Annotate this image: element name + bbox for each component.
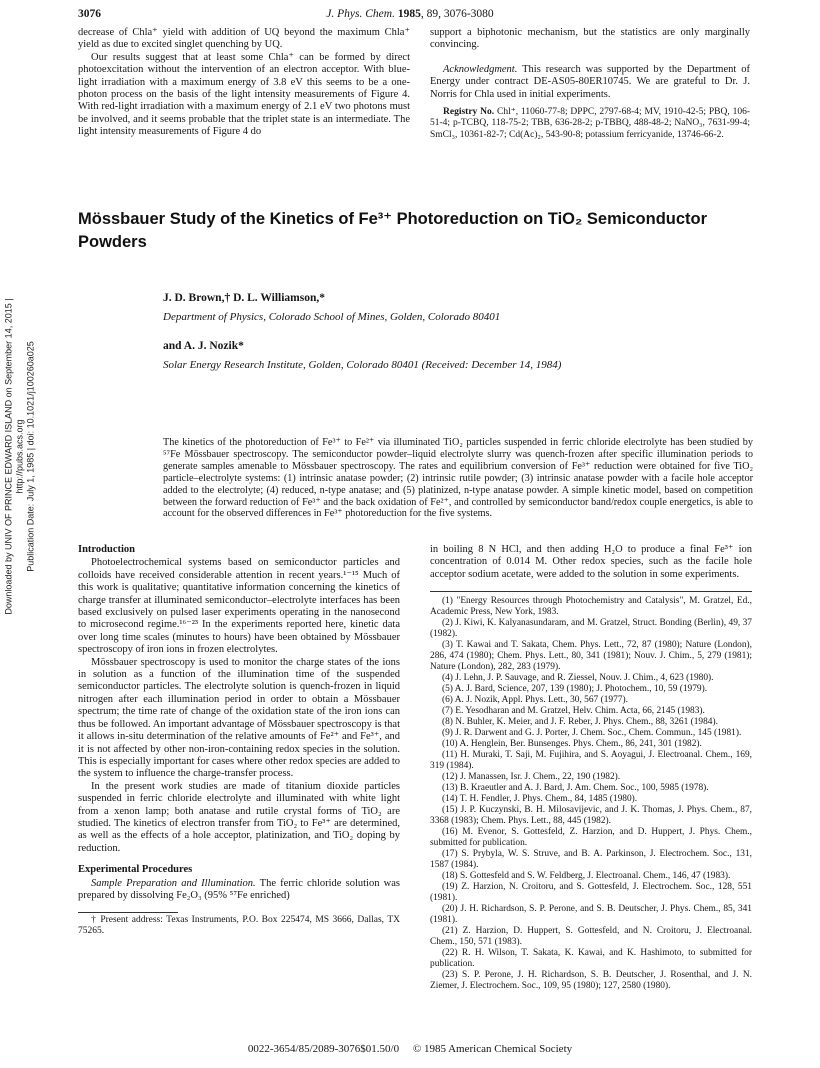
reference-item: (16) M. Evenor, S. Gottesfeld, Z. Harzion, and D. Huppert, J. Phys. Chem., submitted for publication. xyxy=(430,827,752,849)
reference-item: (21) Z. Harzion, D. Huppert, S. Gottesfeld, and N. Croitoru, J. Electroanal. Chem., 150, 571 (1983). xyxy=(430,926,752,948)
article-code: 0022-3654/85/2089-3076$01.50/0 xyxy=(247,1043,400,1055)
main-left-column xyxy=(78,544,400,937)
authors-line-1: J. D. Brown,† D. L. Williamson,* xyxy=(163,292,325,304)
copyright: © 1985 American Chemical Society xyxy=(412,1043,573,1055)
main-right-column xyxy=(430,544,752,992)
download-watermark-line2: Publication Date: July 1, 1985 | doi: 10.1021/j100260a025 xyxy=(25,341,36,572)
reference-item: (6) A. J. Nozik, Appl. Phys. Lett., 30, 567 (1977). xyxy=(442,695,628,706)
registry-numbers xyxy=(430,107,750,141)
acknowledgment-text: This research was supported by the Department of Energy under contract DE-AS05-80ER10745. We are grateful to Dr. J. Norris for Chla used in initial experiments. xyxy=(430,63,750,100)
introduction-heading: Introduction xyxy=(78,544,135,555)
footnote-rule xyxy=(78,912,178,913)
reference-item: (19) Z. Harzion, N. Croitoru, and S. Gottesfeld, J. Electrochem. Soc., 128, 551 (1981). xyxy=(430,882,752,904)
reference-item: (12) J. Manassen, Isr. J. Chem., 22, 190 (1982). xyxy=(442,772,621,783)
experimental-subheading: Sample Preparation and Illumination. xyxy=(91,877,256,889)
article-title: Mössbauer Study of the Kinetics of Fe³⁺ Photoreduction on TiO₂ Semiconductor Powders xyxy=(78,210,708,251)
prev-article-continuation: support a biphotonic mechanism, but the statistics are only marginally convincing. xyxy=(430,27,750,51)
experimental-paragraph xyxy=(78,878,400,903)
reference-item: (1) "Energy Resources through Photochemistry and Catalysis", M. Gratzel, Ed., Academic Press, New York, 1983. xyxy=(430,596,752,618)
reference-item: (23) S. P. Perone, J. H. Richardson, S. B. Deutscher, J. Rosenthal, and J. N. Ziemer, J. Electrochem. Soc., 109, 95 (1980); 127, 2580 (1980). xyxy=(430,970,752,992)
reference-item: (18) S. Gottesfeld and S. W. Feldberg, J. Electroanal. Chem., 146, 47 (1983). xyxy=(442,871,731,882)
introduction-paragraph: Photoelectrochemical systems based on semiconductor particles and colloids have received considerable attention in recent years.¹⁻¹⁵ Much of this work is qualitative; quantitative information concerning the kinetics of charge transfer at illuminated semiconductor–electrolyte interfaces has been based exclusively on pulsed laser experiments operating in the nanosecond to microsecond regime.¹⁶⁻²³ In the experiments reported here, kinetic data over long time scales (minutes to hours) have been obtained by Mössbauer spectroscopy of iron ions in frozen electrolytes. xyxy=(78,557,400,656)
reference-item: (17) S. Prybyla, W. S. Struve, and B. A. Parkinson, J. Electrochem. Soc., 131, 1587 (1984). xyxy=(430,849,752,871)
introduction-paragraph: Mössbauer spectroscopy is used to monitor the charge states of the ions in solution as a function of the illumination time of the suspended semiconductor particles. The electrolyte solution is quench-frozen in liquid nitrogen after each illumination period in order to obtain a Mössbauer spectrum; the time rate of change of the oxidation state of the iron ions can thus be followed. An important advantage of Mössbauer spectroscopy is that it allows in-situ determination of the relative amounts of Fe²⁺ and Fe³⁺, and it is not affected by other non-iron-containing redox species in the solution. This is especially important for cases where other redox species are added to the system to influence the charge-transfer process. xyxy=(78,656,400,780)
reference-item: (4) J. Lehn, J. P. Sauvage, and R. Ziessel, Nouv. J. Chim., 4, 623 (1980). xyxy=(442,673,714,684)
reference-item: (13) B. Kraeutler and A. J. Bard, J. Am. Chem. Soc., 100, 5985 (1978). xyxy=(442,783,709,794)
download-watermark xyxy=(4,287,37,627)
page-footer xyxy=(0,1043,820,1055)
reference-item: (5) A. J. Bard, Science, 207, 139 (1980); J. Photochem., 10, 59 (1979). xyxy=(442,684,708,695)
references-list xyxy=(430,596,752,992)
download-watermark-line1: Downloaded by UNIV OF PRINCE EDWARD ISLAND on September 14, 2015 | http://pubs.acs.org xyxy=(3,298,25,615)
prev-article-right-column xyxy=(430,27,750,141)
author-footnote: † Present address: Texas Instruments, P.O. Box 225474, MS 3666, Dallas, TX 75265. xyxy=(78,915,400,937)
acknowledgment xyxy=(430,64,750,101)
introduction-paragraph: In the present work studies are made of titanium dioxide particles suspended in ferric chloride electrolyte and illuminated with white light from a xenon lamp; both anatase and rutile crystal forms of TiO₂ are studied. The kinetics of electron transfer from TiO₂ to Fe³⁺ are determined, as well as the effects of a hole acceptor, platinization, and TiO₂ doping by reduction. xyxy=(78,780,400,854)
reference-item: (8) N. Buhler, K. Meier, and J. F. Reber, J. Phys. Chem., 88, 3261 (1984). xyxy=(442,717,718,728)
reference-item: (3) T. Kawai and T. Sakata, Chem. Phys. Lett., 72, 87 (1980); Nature (London), 286, 474 (1980); Chem. Phys. Lett., 80, 341 (1981); Nouv. J. Chim., 5, 279 (1981); Nature (London), 282, 283 (1979). xyxy=(430,640,752,673)
reference-item: (14) T. H. Fendler, J. Phys. Chem., 84, 1485 (1980). xyxy=(442,794,638,805)
abstract: The kinetics of the photoreduction of Fe³⁺ to Fe²⁺ via illuminated TiO₂ particles suspended in ferric chloride electrolyte has been studied by ⁵⁷Fe Mössbauer spectroscopy. The semiconductor powder–liquid electrolyte slurry was quench-frozen after specific illumination periods to generate samples amenable to Mössbauer spectroscopy. The rates and equilibrium conversion of Fe³⁺ reduction were obtained for five TiO₂ particle–electrolyte systems: (1) intrinsic anatase powder; (2) intrinsic rutile powder; (3) intrinsic anatase powder with a facile hole acceptor added to the electrolyte; (4) reduced, n-type anatase; and (5) platinized, n-type anatase powder. A simple kinetic model, based on competition between the forward reduction of Fe³⁺ and the back oxidation of Fe²⁺, and controlled by semiconductor band/redox couple energetics, is able to account for the observed differences in Fe³⁺ photoreduction for the five systems. xyxy=(163,437,753,520)
affiliation-1: Department of Physics, Colorado School of Mines, Golden, Colorado 80401 xyxy=(163,311,501,323)
reference-item: (11) H. Muraki, T. Saji, M. Fujihira, and S. Aoyagui, J. Electroanal. Chem., 169, 319 (1984). xyxy=(430,750,752,772)
affiliation-2: Solar Energy Research Institute, Golden, Colorado 80401 (Received: December 14, 1984) xyxy=(163,359,562,371)
experimental-heading: Experimental Procedures xyxy=(78,864,193,876)
references-rule xyxy=(430,591,752,592)
journal-volume-pages: , 89, 3076-3080 xyxy=(420,8,494,20)
registry-label: Registry No. xyxy=(443,107,495,118)
journal-year: 1985 xyxy=(397,8,421,20)
prev-article-paragraph: Our results suggest that at least some Chla⁺ can be formed by direct photoexcitation without the intervention of an electron acceptor. With blue-light irradiation with a maximum energy of 3.8 eV this seems to be a one-photon process on the basis of the light intensity measurements of Figure 4. With red-light irradiation with a maximum energy of 2.1 eV two photons must be involved, and it seems probable that the triplet state is an intermediate. The light intensity measurements of Figure 4 do xyxy=(78,51,410,138)
registry-text: Chl⁺, 11060-77-8; DPPC, 2797-68-4; MV, 1910-42-5; PBQ, 106-51-4; p-TCBQ, 118-75-2; TBB, 636-28-2; p-TBBQ, 488-48-2; NaNO₃, 7631-99-4; SmCl₃, 10361-82-7; Cd(Ac)₂, 543-90-8; potassium ferricyanide, 13746-66-2. xyxy=(430,107,751,140)
prev-article-paragraph: decrease of Chla⁺ yield with addition of UQ beyond the maximum Chla⁺ yield as due to excited singlet quenching by UQ. xyxy=(78,27,410,51)
reference-item: (15) J. P. Kuczynski, B. H. Milosavijevic, and J. K. Thomas, J. Phys. Chem., 87, 3368 (1983); Chem. Phys. Lett., 88, 445 (1982). xyxy=(430,805,752,827)
reference-item: (2) J. Kiwi, K. Kalyanasundaram, and M. Gratzel, Struct. Bonding (Berlin), 49, 37 (1982). xyxy=(430,618,752,640)
journal-reference xyxy=(0,8,820,20)
authors-line-2: and A. J. Nozik* xyxy=(163,340,244,352)
page-number: 3076 xyxy=(78,8,101,20)
journal-name: J. Phys. Chem. xyxy=(326,8,395,20)
reference-item: (20) J. H. Richardson, S. P. Perone, and S. B. Deutscher, J. Phys. Chem., 85, 341 (1981). xyxy=(430,904,752,926)
prev-article-left-column xyxy=(78,27,410,139)
reference-item: (7) E. Yesodharan and M. Gratzel, Helv. Chim. Acta, 66, 2145 (1983). xyxy=(442,706,705,717)
reference-item: (22) R. H. Wilson, T. Sakata, K. Kawai, and K. Hashimoto, to submitted for publication. xyxy=(430,948,752,970)
acknowledgment-label: Acknowledgment. xyxy=(443,63,518,75)
reference-item: (9) J. R. Darwent and G. J. Porter, J. Chem. Soc., Chem. Commun., 145 (1981). xyxy=(442,728,742,739)
experimental-text: The ferric chloride solution was prepared by dissolving Fe₂O₃ (95% ⁵⁷Fe enriched) xyxy=(78,877,400,901)
reference-item: (10) A. Henglein, Ber. Bunsenges. Phys. Chem., 86, 241, 301 (1982). xyxy=(442,739,702,750)
experimental-continuation: in boiling 8 N HCl, and then adding H₂O to produce a final Fe³⁺ ion concentration of 0.014 M. Other redox species, such as the facile hole acceptor sodium acetate, were added to the solution in some experiments. xyxy=(430,544,752,580)
